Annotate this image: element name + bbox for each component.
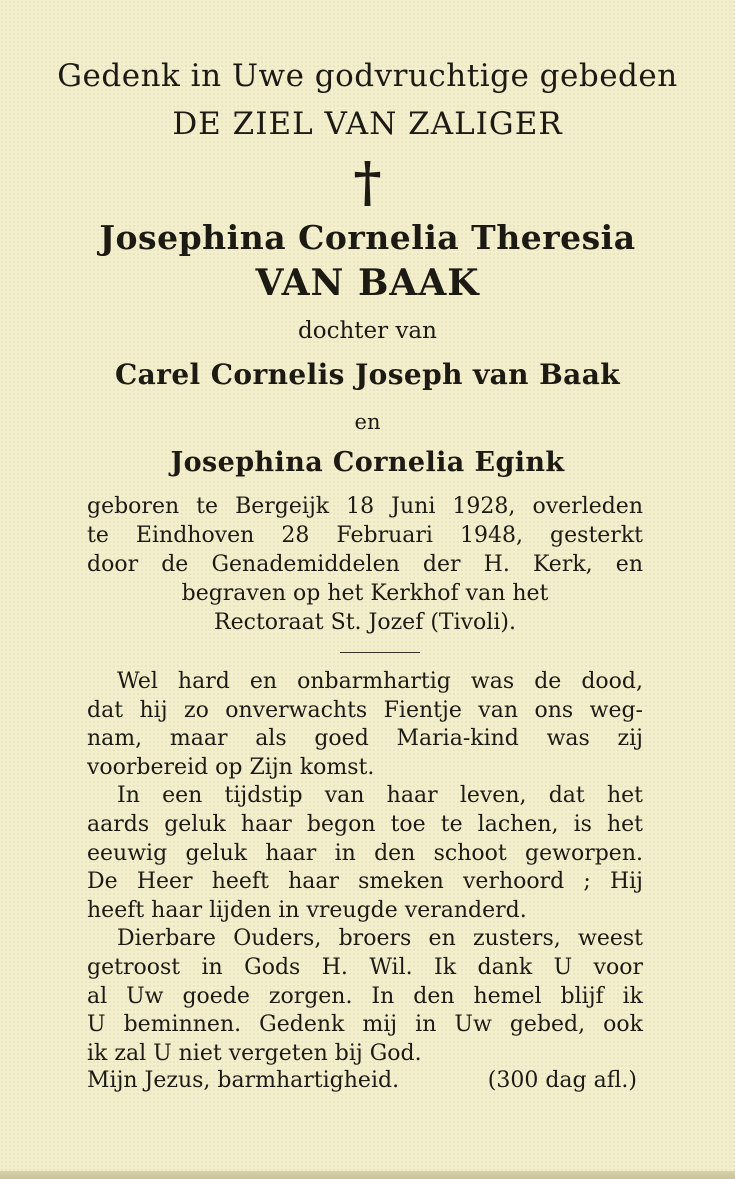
text-line: Dierbare Ouders, broers en zusters, weest [117,926,643,952]
father-name: Carel Cornelis Joseph van Baak [114,358,621,391]
indulgence-note: (300 dag afl.) [487,1068,637,1093]
cross-icon: † [353,150,382,214]
bio-line: te Eindhoven 28 Februari 1948, gesterkt [87,523,643,548]
text-line: al Uw goede zorgen. In den hemel blijf ik [87,983,643,1009]
soul-heading: DE ZIEL VAN ZALIGER [172,106,563,142]
bio-line: begraven op het Kerkhof van het [181,581,549,606]
text-line: getroost in Gods H. Wil. Ik dank U voor [87,954,643,980]
bio-line: door de Genademiddelen der H. Kerk, en [87,552,643,577]
text-line: eeuwig geluk haar in den schoot geworpen. [87,840,643,866]
mother-name: Josephina Cornelia Egink [170,447,565,478]
text-line: De Heer heeft haar smeken verhoord ; Hij [87,869,643,895]
divider [340,652,420,653]
and-label: en [354,410,381,434]
remembrance-line: Gedenk in Uwe godvruchtige gebeden [57,58,678,94]
prayer-text: Mijn Jezus, barmhartigheid. [87,1068,400,1093]
text-line: In een tijdstip van haar leven, dat het [117,783,643,809]
text-line: dat hij zo onverwachts Fientje van ons weg- [87,697,643,723]
deceased-surname: VAN BAAK [255,262,480,304]
text-line: heeft haar lijden in vreugde veranderd. [87,897,527,923]
bio-line: Rectoraat St. Jozef (Tivoli). [214,610,516,635]
text-line: aards geluk haar begon toe te lachen, is het [87,811,643,837]
memorial-text [87,668,643,1068]
deceased-given-names: Josephina Cornelia Theresia [99,218,636,257]
text-line: nam, maar als goed Maria-kind was zij [87,726,643,752]
card-bottom-edge [0,1171,735,1179]
text-line: Wel hard en onbarmhartig was de dood, [117,669,643,694]
biography-paragraph [87,492,643,637]
text-line: ik zal U niet vergeten bij God. [87,1040,422,1066]
daughter-of-label: dochter van [298,318,437,344]
bio-line: geboren te Bergeijk 18 Juni 1928, overleden [87,494,643,519]
text-line: voorbereid op Zijn komst. [87,754,375,780]
text-line: U beminnen. Gedenk mij in Uw gebed, ook [87,1012,643,1038]
